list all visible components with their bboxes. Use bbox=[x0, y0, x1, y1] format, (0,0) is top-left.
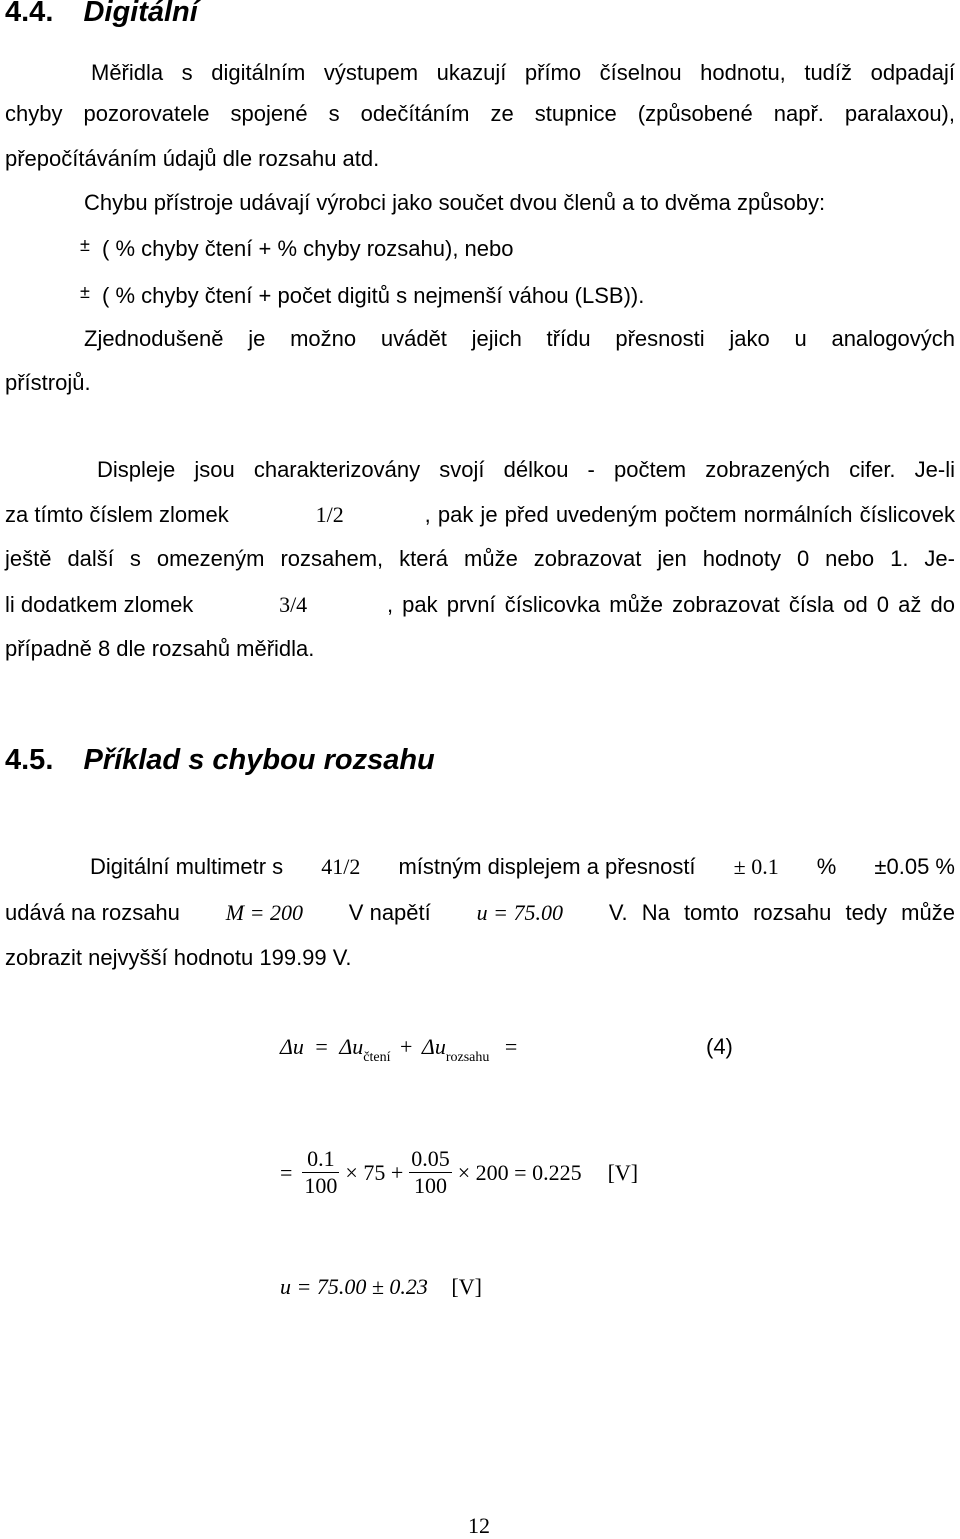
equation-result bbox=[280, 1274, 482, 1300]
math-operator: = bbox=[504, 1034, 518, 1059]
math-value: u = 75.00 bbox=[476, 900, 563, 925]
math-term: Δu bbox=[421, 1034, 446, 1059]
equation-4 bbox=[280, 1034, 518, 1065]
math-fraction: 1/2 bbox=[315, 502, 344, 527]
paragraph-line: Displeje jsou charakterizovány svojí délkou - počtem zobrazených cifer. Je-li bbox=[97, 457, 955, 482]
fraction-numerator: 0.05 bbox=[411, 1146, 450, 1171]
paragraph-line bbox=[90, 854, 955, 880]
math-term: Δu bbox=[339, 1034, 364, 1059]
list-item bbox=[80, 236, 514, 263]
paragraph-line: případně 8 dle rozsahů měřidla. bbox=[5, 636, 315, 661]
math-term: × 75 + bbox=[345, 1159, 404, 1185]
text-fragment: udává na rozsahu bbox=[5, 900, 180, 925]
math-operator: = bbox=[315, 1034, 328, 1059]
math-value: M = 200 bbox=[225, 900, 303, 925]
paragraph-line: přepočítáváním údajů dle rozsahu atd. bbox=[5, 146, 380, 171]
paragraph-line: zobrazit nejvyšší hodnotu 199.99 V. bbox=[5, 945, 352, 970]
text-fragment: Digitální multimetr s bbox=[90, 854, 284, 879]
text-fragment: místným displejem a přesností bbox=[398, 854, 696, 879]
section-heading-4-4 bbox=[5, 0, 198, 29]
text-fragment: , pak je před uvedeným počtem normálních číslicovek bbox=[424, 502, 955, 527]
math-fraction bbox=[302, 1146, 339, 1199]
paragraph-line bbox=[5, 900, 955, 926]
paragraph-line: Měřidla s digitálním výstupem ukazují přímo číselnou hodnotu, tudíž odpadají bbox=[91, 60, 955, 85]
section-title: Příklad s chybou rozsahu bbox=[83, 744, 435, 776]
paragraph-line: chyby pozorovatele spojené s odečítáním ze stupnice (způsobené např. paralaxou), bbox=[5, 101, 955, 126]
fraction-denominator: 100 bbox=[414, 1173, 447, 1198]
section-number: 4.5. bbox=[5, 744, 54, 776]
list-item-text: ( % chyby čtení + počet digitů s nejmenší váhou (LSB)). bbox=[102, 283, 645, 308]
paragraph-line: Zjednodušeně je možno uvádět jejich třídu přesnosti jako u analogových bbox=[84, 326, 955, 351]
text-fragment: , pak první číslicovka může zobrazovat čísla od 0 až do bbox=[386, 592, 955, 617]
section-heading-4-5 bbox=[5, 744, 435, 777]
text-fragment: za tímto číslem zlomek bbox=[5, 502, 229, 527]
math-unit: [V] bbox=[607, 1159, 639, 1185]
text-fragment: ±0.05 % bbox=[874, 854, 955, 879]
math-subscript: čtení bbox=[363, 1050, 391, 1065]
section-number: 4.4. bbox=[5, 0, 54, 28]
paragraph-line: přístrojů. bbox=[5, 370, 91, 395]
paragraph-line: Chybu přístroje udávají výrobci jako součet dvou členů a to dvěma způsoby: bbox=[84, 190, 826, 215]
equation-computation bbox=[280, 1146, 638, 1199]
equation-label: (4) bbox=[706, 1034, 733, 1059]
math-operator: + bbox=[399, 1034, 413, 1059]
text-fragment: % bbox=[816, 854, 837, 879]
text-fragment: V. Na tomto rozsahu tedy může bbox=[608, 900, 955, 925]
math-subscript: rozsahu bbox=[445, 1050, 490, 1065]
fraction-numerator: 0.1 bbox=[302, 1146, 339, 1173]
list-item bbox=[80, 283, 644, 310]
math-term: × 200 = 0.225 bbox=[457, 1159, 582, 1185]
plus-minus-symbol: ± bbox=[80, 235, 90, 255]
math-fraction: 3/4 bbox=[279, 592, 308, 617]
math-unit: [V] bbox=[451, 1274, 482, 1299]
list-item-text: ( % chyby čtení + % chyby rozsahu), nebo bbox=[102, 236, 514, 261]
math-value: ± 0.1 bbox=[733, 854, 779, 879]
page-number: 12 bbox=[468, 1513, 490, 1538]
math-operator: = bbox=[280, 1159, 293, 1185]
section-title: Digitální bbox=[83, 0, 198, 28]
paragraph-line bbox=[5, 592, 955, 618]
fraction-denominator: 100 bbox=[304, 1173, 338, 1198]
paragraph-line bbox=[5, 502, 955, 528]
paragraph-line: ještě další s omezeným rozsahem, která může zobrazovat jen hodnoty 0 nebo 1. Je- bbox=[5, 546, 955, 571]
math-term: Δu bbox=[280, 1034, 304, 1059]
text-fragment: V napětí bbox=[348, 900, 431, 925]
text-fragment: li dodatkem zlomek bbox=[5, 592, 194, 617]
math-term: u = 75.00 ± 0.23 bbox=[280, 1274, 428, 1299]
math-fraction bbox=[409, 1146, 452, 1199]
plus-minus-symbol: ± bbox=[80, 282, 90, 302]
math-value: 41/2 bbox=[321, 854, 361, 879]
